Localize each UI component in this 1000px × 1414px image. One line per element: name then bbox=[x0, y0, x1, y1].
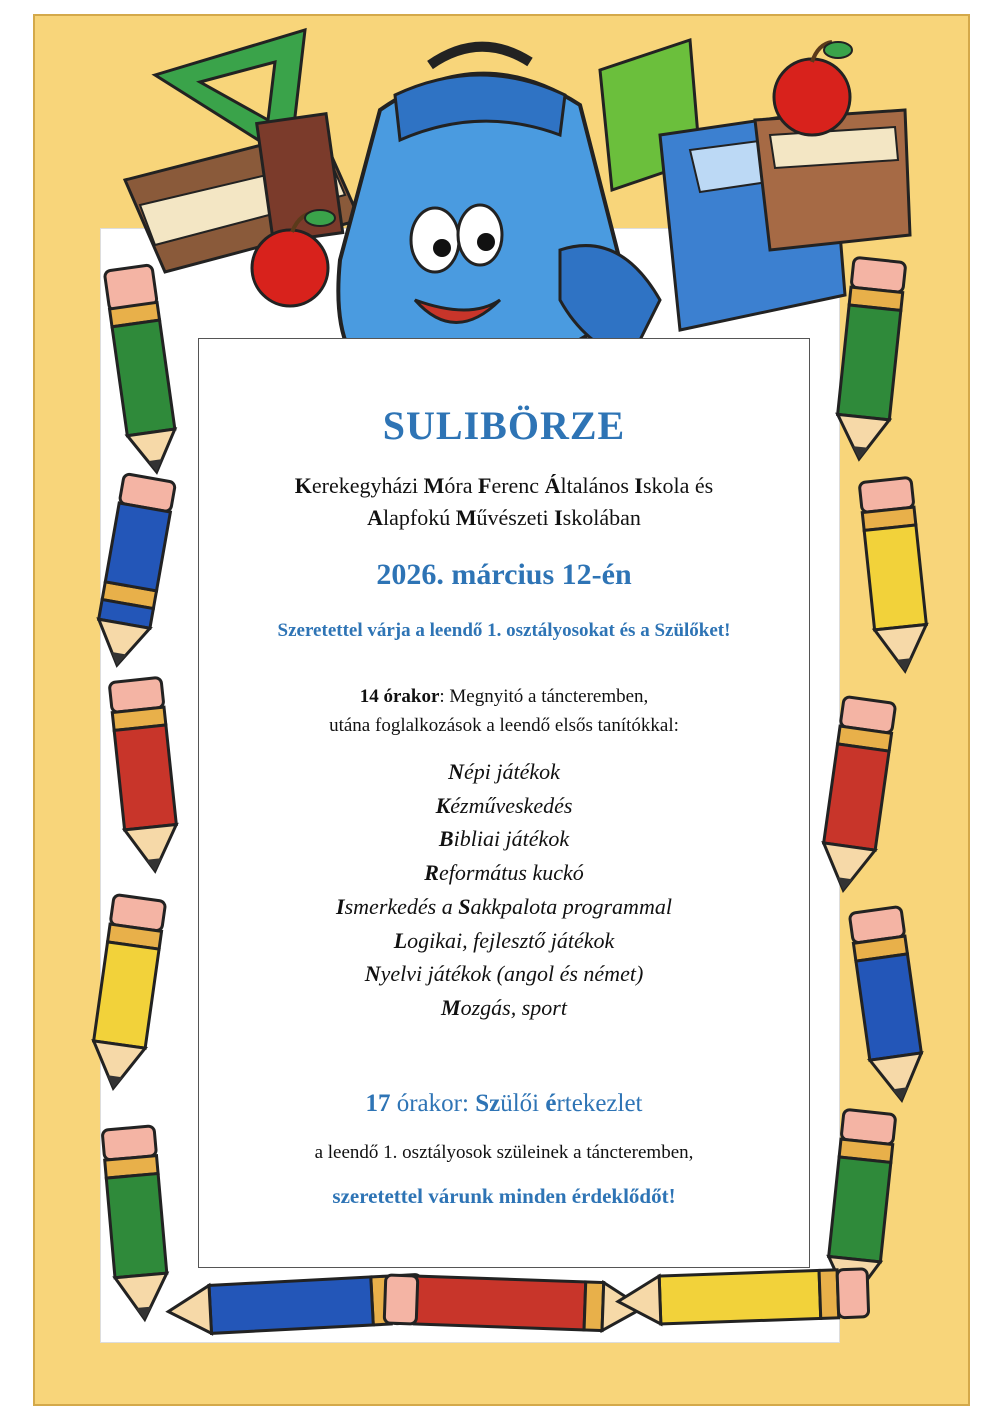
pencil-yellow-icon bbox=[617, 1269, 869, 1326]
event-title: SULIBÖRZE bbox=[382, 403, 626, 448]
list-item: Bibliai játékok bbox=[438, 826, 570, 852]
school-name bbox=[198, 470, 810, 534]
pencil-red-icon bbox=[818, 696, 896, 893]
pencil-red-icon bbox=[384, 1275, 644, 1332]
list-item: Logikai, fejlesztő játékok bbox=[393, 927, 615, 953]
book-stack-right-icon bbox=[755, 110, 910, 250]
pencil-yellow-icon bbox=[88, 894, 166, 1091]
school-name-line2: Alapfokú Művészeti Iskolában bbox=[367, 505, 641, 530]
pencil-blue-icon bbox=[849, 906, 927, 1103]
list-item: Népi játékok bbox=[448, 759, 560, 784]
list-item: Nyelvi játékok (angol és német) bbox=[364, 961, 644, 987]
pencil-blue-icon bbox=[91, 473, 175, 669]
pencil-green-icon bbox=[104, 265, 180, 476]
closing-message: szeretettel várunk minden érdeklődőt! bbox=[332, 1184, 676, 1208]
list-item: Kézműveskedés bbox=[435, 792, 573, 818]
activity-list bbox=[198, 755, 810, 1025]
list-item: Református kuckó bbox=[424, 860, 584, 886]
school-name-line1: Kerekegyházi Móra Ferenc Általános Iskola és bbox=[294, 473, 714, 498]
pencil-green-icon bbox=[102, 1126, 171, 1322]
book-stack-left-icon bbox=[125, 114, 360, 272]
parent-meeting-heading: 17 órakor: Szülői értekezlet bbox=[365, 1090, 643, 1117]
pencil-red-icon bbox=[109, 677, 181, 873]
parent-meeting-note: a leendő 1. osztályosok szüleinek a táncteremben, bbox=[314, 1142, 694, 1163]
pencil-yellow-icon bbox=[859, 477, 931, 673]
event-date: 2026. március 12-én bbox=[376, 558, 632, 591]
list-item: Mozgás, sport bbox=[441, 994, 567, 1020]
opening-info: 14 órakor: Megnyitó a táncteremben, utána foglalkozások a leendő elsős tanítókkal: bbox=[329, 686, 679, 736]
list-item: Ismerkedés a Sakkpalota programmal bbox=[336, 893, 672, 919]
welcome-message: Szeretettel várja a leendő 1. osztályosokat és a Szülőket! bbox=[277, 620, 731, 641]
apple-right-icon bbox=[774, 42, 852, 135]
